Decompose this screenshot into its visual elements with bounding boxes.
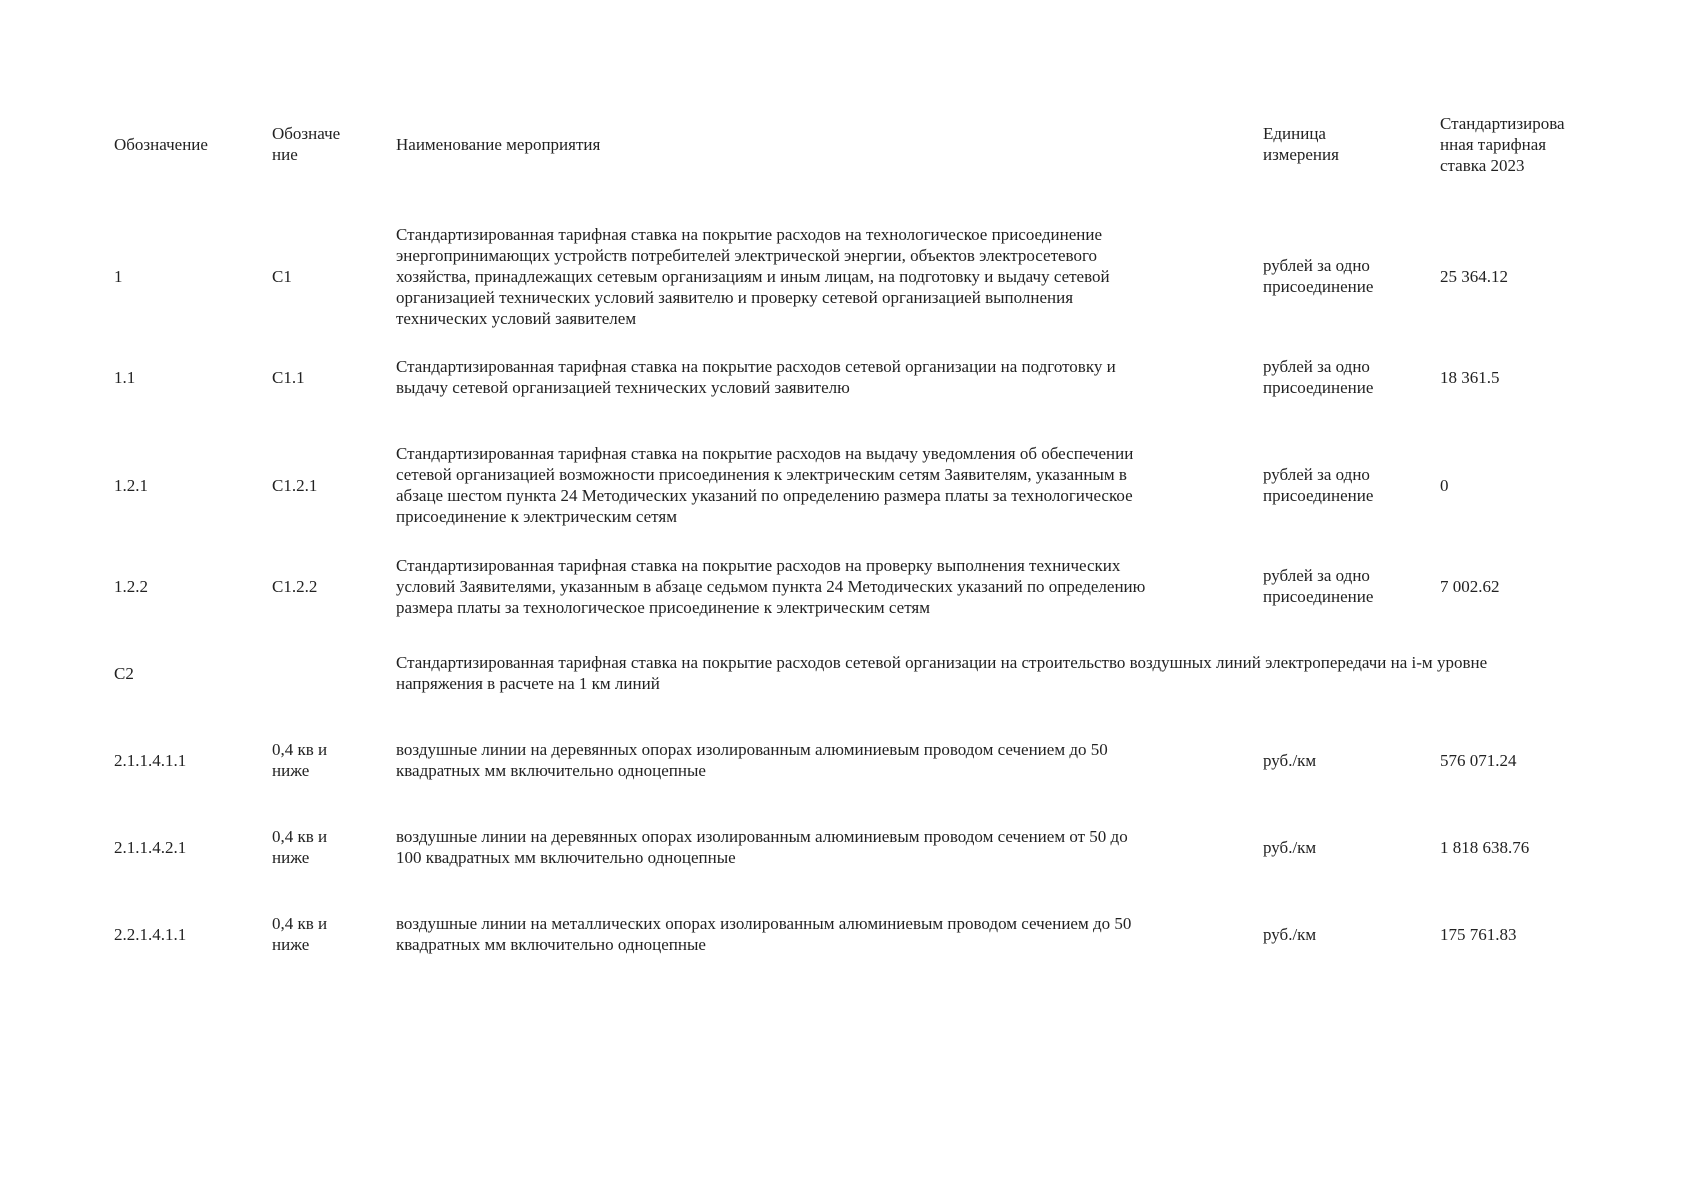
table-row [114,913,1584,955]
row-code: 1.1 [114,367,136,387]
row-activity-name: воздушные линии на деревянных опорах изолированным алюминиевым проводом сечением до 50 квадратных мм включительно одноцепные [396,740,1108,780]
header-code: Обозначение [114,134,208,154]
section-activity-name: Стандартизированная тарифная ставка на покрытие расходов сетевой организации на строительство воздушных линий электропередачи на i-м уровне напряжения в расчете на 1 км линий [396,653,1488,693]
row-activity-name: Стандартизированная тарифная ставка на покрытие расходов на проверку выполнения технических условий Заявителями, указанным в абзаце седьмом пункта 24 Методических указаний по определению размера платы за технологическое присоединение к электрическим сетям [396,555,1146,617]
row-activity-name: Стандартизированная тарифная ставка на покрытие расходов сетевой организации на подготовку и выдачу сетевой организацией технических условий заявителю [396,357,1116,397]
tariff-table [114,112,1584,955]
row-unit: руб./км [1263,837,1317,857]
row-code: 1 [114,266,123,286]
row-activity-name: воздушные линии на металлических опорах изолированным алюминиевым проводом сечением до 50 квадратных мм включительно одноцепные [396,914,1132,954]
header-rate: Стандартизирова нная тарифная ставка 2023 [1440,113,1565,175]
header-designation: Обозначе ние [272,124,341,164]
row-designation: С1 [272,266,292,286]
table-row [114,442,1584,528]
row-rate: 576 071.24 [1440,750,1517,770]
row-rate: 7 002.62 [1440,576,1500,596]
row-unit: рублей за одно присоединение [1263,465,1374,505]
row-unit: рублей за одно присоединение [1263,357,1374,397]
row-rate: 25 364.12 [1440,266,1508,286]
table-row [114,554,1584,618]
table-row [114,826,1584,868]
row-code: 1.2.1 [114,475,148,495]
row-unit: рублей за одно присоединение [1263,256,1374,296]
row-rate: 1 818 638.76 [1440,837,1530,857]
row-designation: С1.1 [272,367,305,387]
row-code: 1.2.2 [114,576,148,596]
row-voltage: 0,4 кв и ниже [272,914,328,954]
row-rate: 175 761.83 [1440,924,1517,944]
row-code: 2.1.1.4.2.1 [114,837,187,857]
row-designation: С1.2.2 [272,576,318,596]
section-code: С2 [114,663,134,683]
row-rate: 18 361.5 [1440,367,1500,387]
row-code: 2.2.1.4.1.1 [114,924,187,944]
row-unit: руб./км [1263,924,1317,944]
row-rate: 0 [1440,475,1449,495]
section-row-c2 [114,652,1584,694]
table-row [114,222,1584,330]
row-activity-name: воздушные линии на деревянных опорах изолированным алюминиевым проводом сечением от 50 до 100 квадратных мм включительно одноцепные [396,827,1128,867]
table-header [114,112,1584,176]
row-designation: С1.2.1 [272,475,318,495]
row-unit: рублей за одно присоединение [1263,566,1374,606]
row-voltage: 0,4 кв и ниже [272,740,328,780]
header-unit: Единица измерения [1263,124,1339,164]
table-row [114,739,1584,781]
row-activity-name: Стандартизированная тарифная ставка на покрытие расходов на технологическое присоединение энергопринимающих устройств потребителей электрической энергии, объектов электросетевого хозяйства, принадлежащих сетевым организациям и иным лицам, на подготовку и выдачу сетевой организацией технических условий заявителю и проверку сетевой организацией выполнения технических условий заявителем [396,224,1110,328]
row-code: 2.1.1.4.1.1 [114,750,187,770]
row-unit: руб./км [1263,750,1317,770]
row-voltage: 0,4 кв и ниже [272,827,328,867]
table-row [114,356,1584,398]
row-activity-name: Стандартизированная тарифная ставка на покрытие расходов на выдачу уведомления об обеспечении сетевой организацией возможности присоединения к электрическим сетям Заявителям, указанным в абзаце шестом пункта 24 Методических указаний по определению размера платы за технологическое присоединение к электрическим сетям [396,444,1134,526]
header-activity-name: Наименование мероприятия [396,134,601,154]
